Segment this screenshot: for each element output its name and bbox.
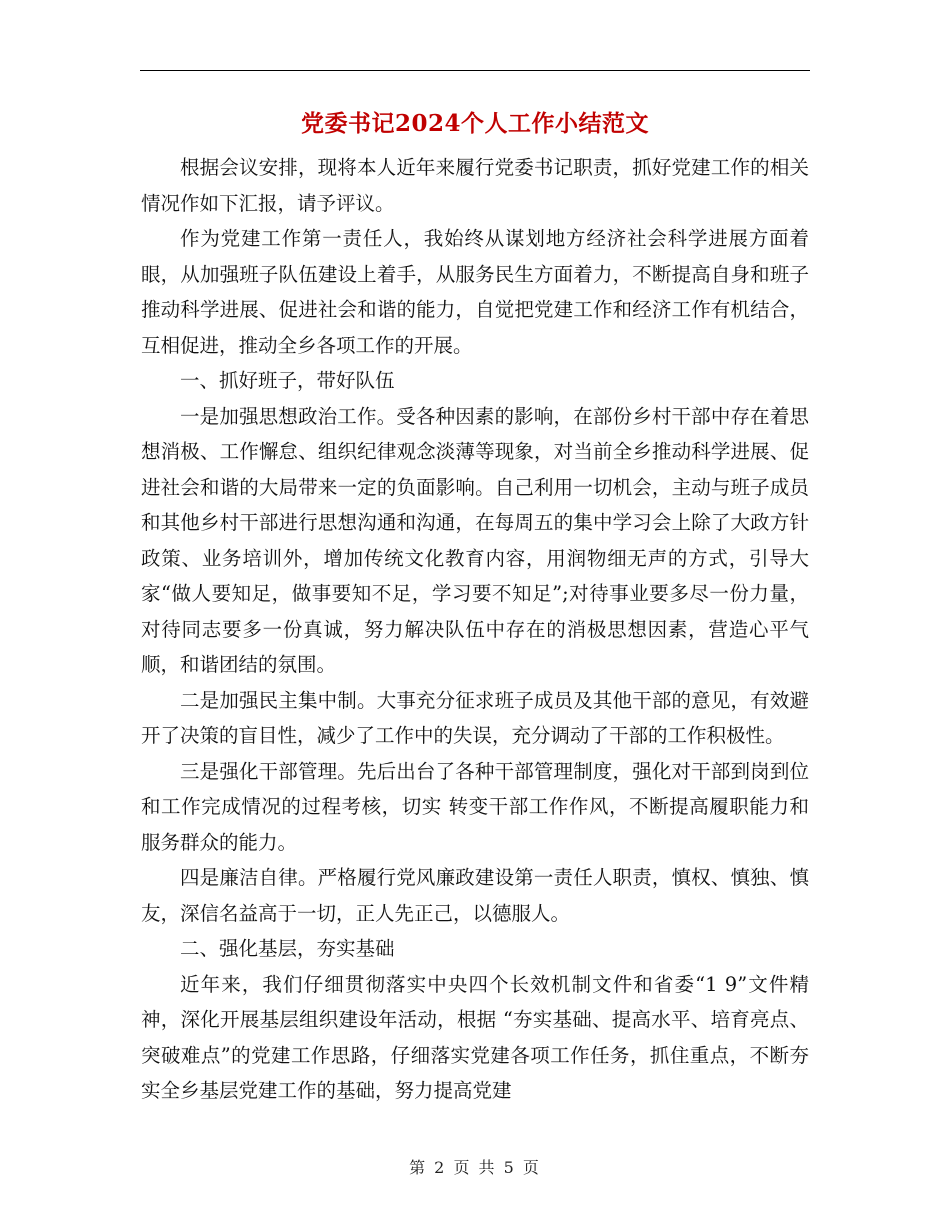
header-rule <box>140 70 810 71</box>
paragraph-responsibility: 作为党建工作第一责任人，我始终从谋划地方经济社会科学进展方面着眼，从加强班子队伍建设上着手，从服务民生方面着力，不断提高自身和班子推动科学进展、促进社会和谐的能力，自觉把党建工作和经济工作有机结合，互相促进，推动全乡各项工作的开展。 <box>141 227 809 357</box>
paragraph-integrity: 四是廉洁自律。严格履行党风廉政建设第一责任人职责，慎权、慎独、慎友，深信名益高于一切，正人先正己，以德服人。 <box>141 866 809 925</box>
paragraph-intro: 根据会议安排，现将本人近年来履行党委书记职责，抓好党建工作的相关情况作如下汇报，请予评议。 <box>141 156 809 215</box>
paragraph-management: 三是强化干部管理。先后出台了各种干部管理制度，强化对干部到岗到位和工作完成情况的过程考核，切实 转变干部工作作风，不断提高履职能力和服务群众的能力。 <box>141 759 809 854</box>
paragraph-grassroots: 近年来，我们仔细贯彻落实中央四个长效机制文件和省委“1 9”文件精神，深化开展基层组织建设年活动，根据 “夯实基础、提高水平、培育亮点、突破难点”的党建工作思路，仔细落实党建各项工作任务，抓住重点，不断夯实全乡基层党建工作的基础，努力提高党建 <box>141 972 809 1102</box>
paragraph-democracy: 二是加强民主集中制。大事充分征求班子成员及其他干部的意见，有效避开了决策的盲目性，减少了工作中的失误，充分调动了干部的工作积极性。 <box>141 688 809 747</box>
page-number: 第 2 页 共 5 页 <box>409 1158 541 1177</box>
section-heading-1: 一、抓好班子，带好队伍 <box>180 369 395 392</box>
paragraph-ideology: 一是加强思想政治工作。受各种因素的影响，在部份乡村干部中存在着思想消极、工作懈怠、组织纪律观念淡薄等现象，对当前全乡推动科学进展、促进社会和谐的大局带来一定的负面影响。自己利用一切机会，主动与班子成员和其他乡村干部进行思想沟通和沟通，在每周五的集中学习会上除了大政方针政策、业务培训外，增加传统文化教育内容，用润物细无声的方式，引导大家“做人要知足，做事要知不足，学习要不知足”;对待事业要多尽一份力量，对待同志要多一份真诚，努力解决队伍中存在的消极思想因素，营造心平气顺，和谐团结的氛围。 <box>141 404 809 676</box>
document-body <box>141 150 809 1109</box>
section-heading-2: 二、强化基层，夯实基础 <box>180 937 395 960</box>
document-title: 党委书记2024个人工作小结范文 <box>300 110 649 137</box>
